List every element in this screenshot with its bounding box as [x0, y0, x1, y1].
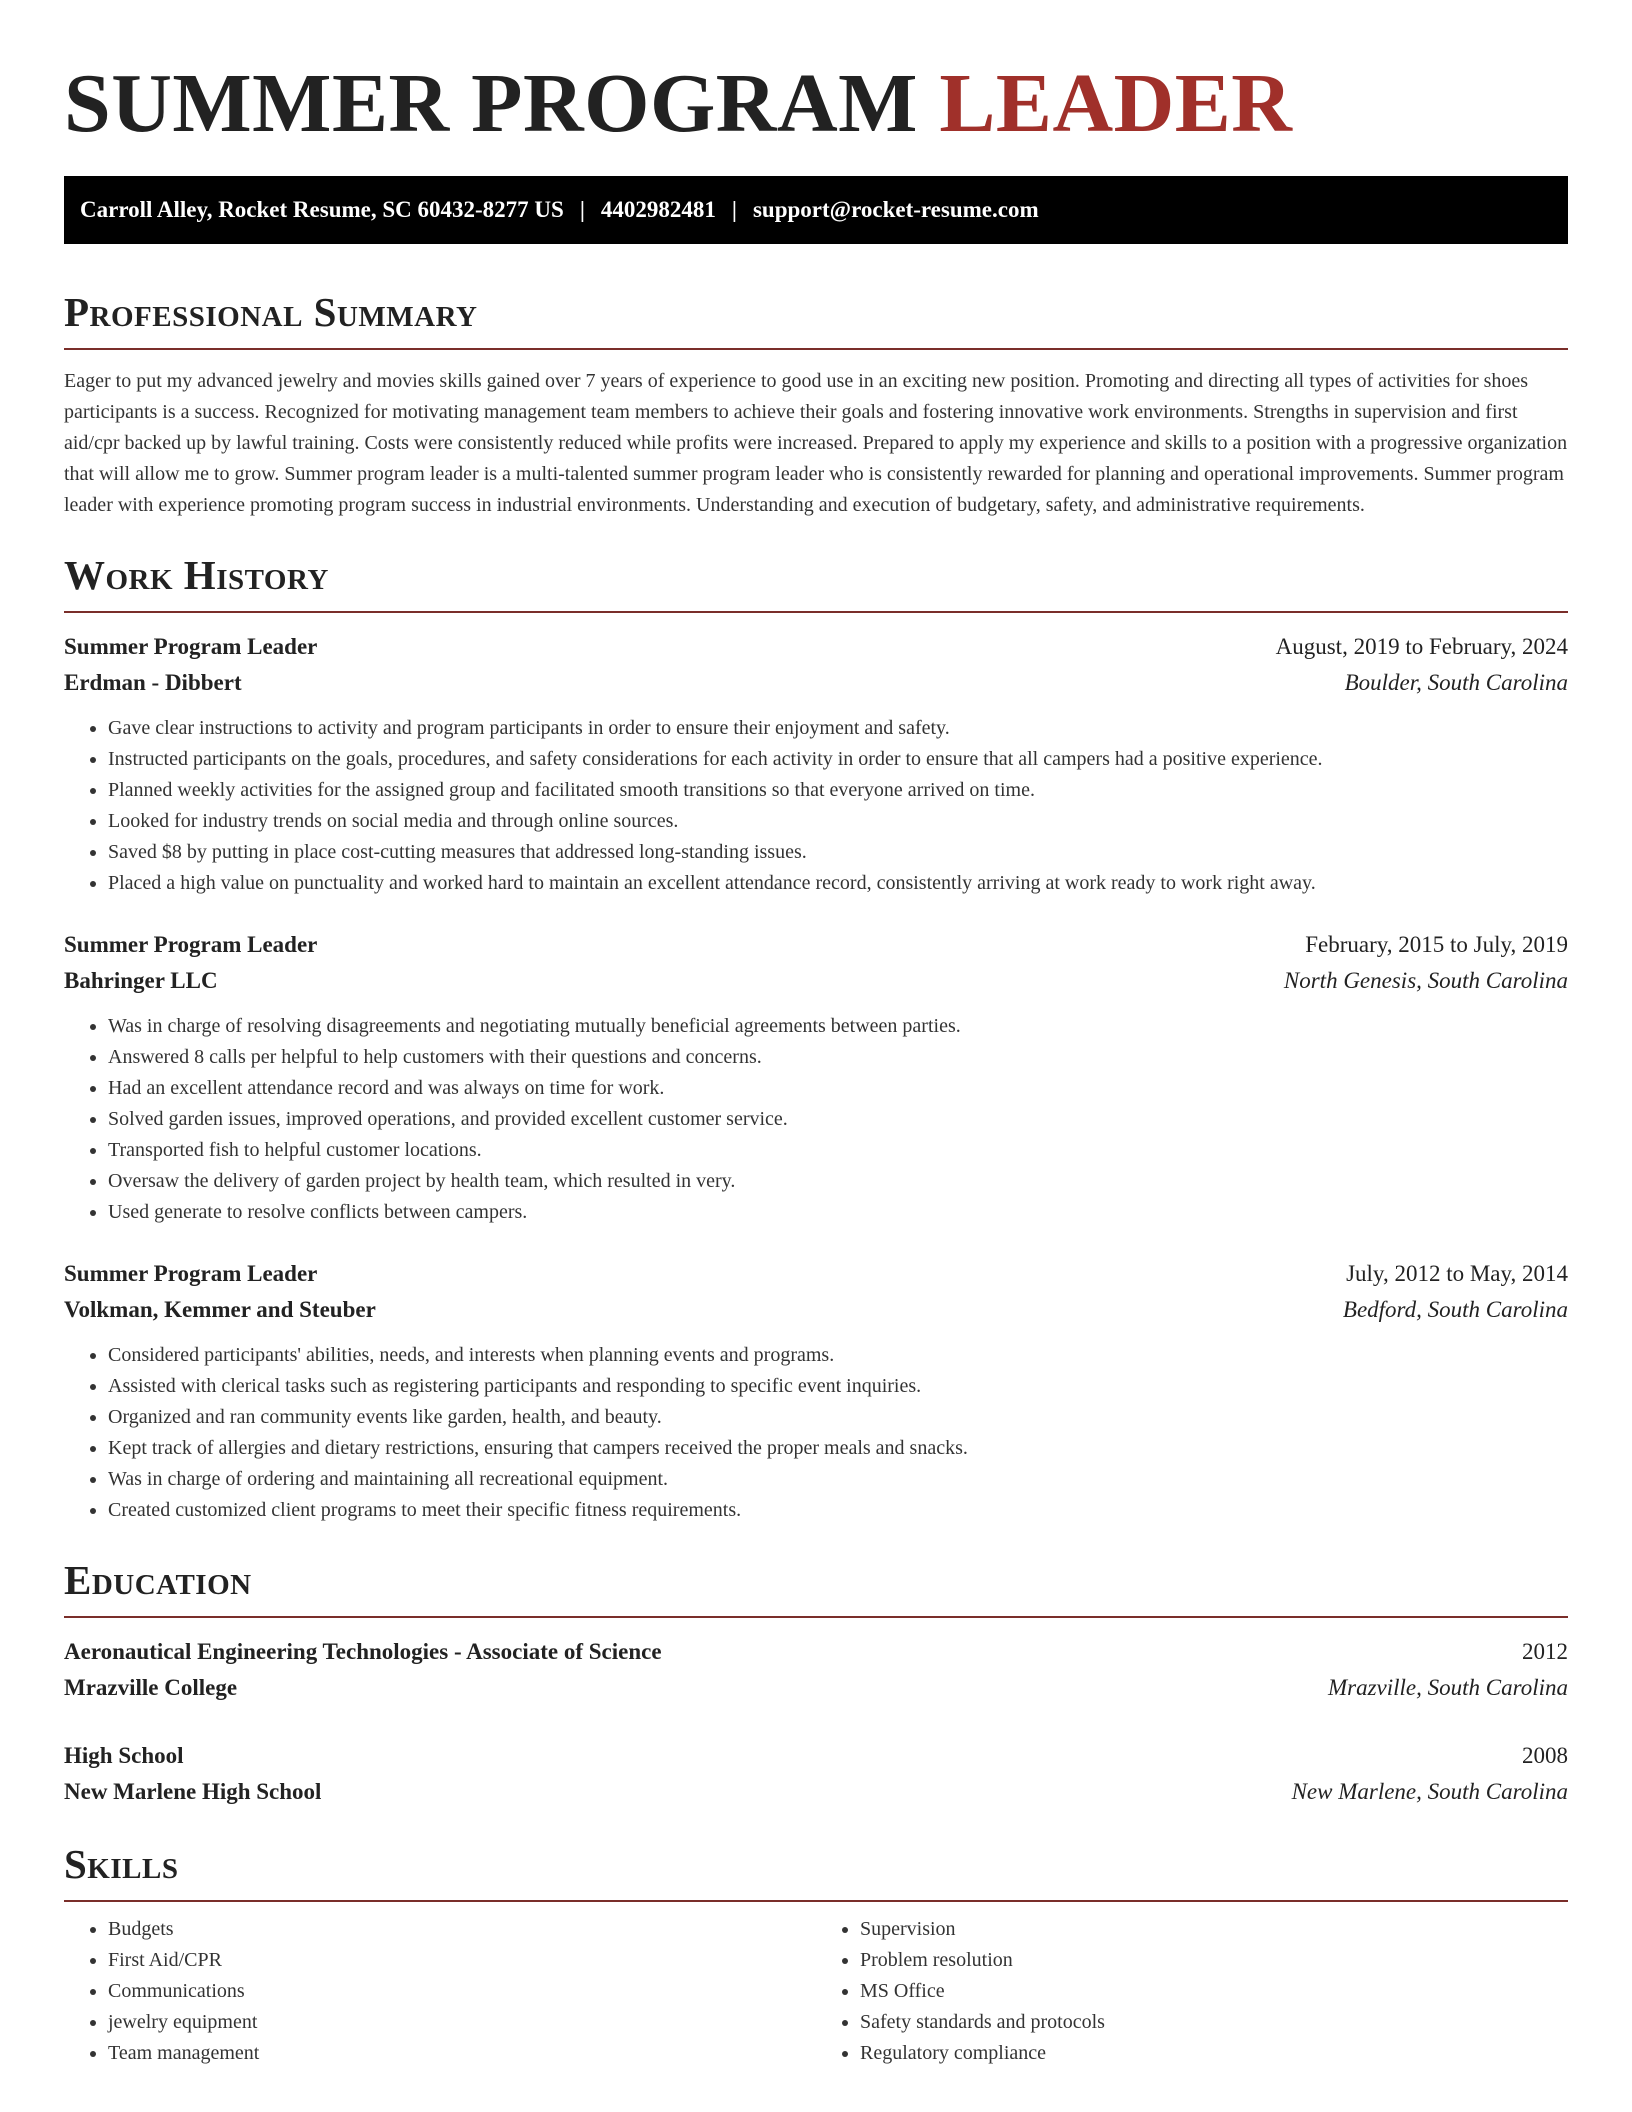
job-location: Boulder, South Carolina [1344, 670, 1568, 695]
company-name: Bahringer LLC [64, 968, 218, 993]
job-dates: July, 2012 to May, 2014 [1346, 1261, 1568, 1286]
job-location: Bedford, South Carolina [1342, 1297, 1568, 1322]
contact-bar [64, 176, 1568, 244]
list-item: • Used generate to resolve conflicts between campers. [108, 1197, 1568, 1228]
list-item: • Instructed participants on the goals, procedures, and safety considerations for each activity in order to ensure that all campers had a positive experience. [108, 744, 1568, 775]
skill-item: • Budgets [108, 1914, 816, 1945]
skills-grid [64, 1914, 1568, 2069]
list-item: • Oversaw the delivery of garden project by health team, which resulted in very. [108, 1166, 1568, 1197]
company-name: Erdman - Dibbert [64, 670, 242, 695]
education-entry-header [64, 1634, 1568, 1670]
graduation-year: 2008 [1522, 1743, 1568, 1768]
school-name: Mrazville College [64, 1675, 238, 1700]
work-entry [64, 1256, 1568, 1526]
education-entry-subheader [64, 1774, 1568, 1810]
resume-page [64, 0, 1568, 2069]
contact-address: Carroll Alley, Rocket Resume, SC 60432-8277 US [80, 197, 564, 222]
job-bullet-list [64, 1340, 1568, 1526]
title-accent: LEADER [939, 57, 1293, 150]
skills-column-left [64, 1914, 816, 2069]
list-item: • Was in charge of ordering and maintaining all recreational equipment. [108, 1464, 1568, 1495]
skill-item: • Problem resolution [860, 1945, 1568, 1976]
education-entry-subheader [64, 1670, 1568, 1706]
section-heading-work-history: Work History [64, 549, 1568, 613]
resume-title [64, 54, 1568, 154]
list-item: • Had an excellent attendance record and was always on time for work. [108, 1073, 1568, 1104]
work-entry-subheader [64, 963, 1568, 999]
skill-item: • Regulatory compliance [860, 2038, 1568, 2069]
skill-item: • Team management [108, 2038, 816, 2069]
work-entry-subheader [64, 1292, 1568, 1328]
list-item: • Was in charge of resolving disagreements and negotiating mutually beneficial agreements between parties. [108, 1011, 1568, 1042]
list-item: • Kept track of allergies and dietary restrictions, ensuring that campers received the proper meals and snacks. [108, 1433, 1568, 1464]
section-heading-skills: Skills [64, 1838, 1568, 1902]
list-item: • Saved $8 by putting in place cost-cutting measures that addressed long-standing issues. [108, 837, 1568, 868]
section-heading-summary: Professional Summary [64, 286, 1568, 350]
list-item: • Gave clear instructions to activity and program participants in order to ensure their enjoyment and safety. [108, 713, 1568, 744]
job-dates: February, 2015 to July, 2019 [1305, 932, 1568, 957]
job-bullet-list [64, 1011, 1568, 1228]
job-title: Summer Program Leader [64, 1261, 318, 1286]
school-name: New Marlene High School [64, 1779, 322, 1804]
skill-item: • Safety standards and protocols [860, 2007, 1568, 2038]
work-history-list [64, 629, 1568, 1526]
job-title: Summer Program Leader [64, 634, 318, 659]
job-dates: August, 2019 to February, 2024 [1275, 634, 1568, 659]
job-bullet-list [64, 713, 1568, 899]
list-item: • Planned weekly activities for the assigned group and facilitated smooth transitions so that everyone arrived on time. [108, 775, 1568, 806]
list-item: • Solved garden issues, improved operations, and provided excellent customer service. [108, 1104, 1568, 1135]
job-location: North Genesis, South Carolina [1283, 968, 1568, 993]
contact-separator: | [731, 197, 737, 222]
skill-item: • Supervision [860, 1914, 1568, 1945]
section-heading-education: Education [64, 1554, 1568, 1618]
list-item: • Assisted with clerical tasks such as registering participants and responding to specific event inquiries. [108, 1371, 1568, 1402]
education-list [64, 1634, 1568, 1810]
work-entry-header [64, 927, 1568, 963]
skill-item: • First Aid/CPR [108, 1945, 816, 1976]
contact-separator: | [579, 197, 585, 222]
job-title: Summer Program Leader [64, 932, 318, 957]
education-entry [64, 1738, 1568, 1810]
school-location: New Marlene, South Carolina [1291, 1779, 1568, 1804]
graduation-year: 2012 [1522, 1639, 1568, 1664]
work-entry-header [64, 629, 1568, 665]
work-entry-subheader [64, 665, 1568, 701]
work-entry [64, 927, 1568, 1228]
skills-column-right [816, 1914, 1568, 2069]
list-item: • Considered participants' abilities, needs, and interests when planning events and programs. [108, 1340, 1568, 1371]
contact-email[interactable]: support@rocket-resume.com [752, 197, 1039, 222]
work-entry [64, 629, 1568, 899]
summary-text: Eager to put my advanced jewelry and movies skills gained over 7 years of experience to good use in an exciting new position. Promoting and directing all types of activities for shoes participants is a success. Recognized for motivating management team members to achieve their goals and fostering innovative work environments. Strengths in supervision and first aid/cpr backed up by lawful training. Costs were consistently reduced while profits were increased. Prepared to apply my experience and skills to a position with a progressive organization that will allow me to grow. Summer program leader is a multi-talented summer program leader who is consistently rewarded for planning and operational improvements. Summer program leader with experience promoting program success in industrial environments. Understanding and execution of budgetary, safety, and administrative requirements. [64, 370, 1568, 516]
education-entry [64, 1634, 1568, 1706]
contact-phone[interactable]: 4402982481 [600, 197, 716, 222]
list-item: • Answered 8 calls per helpful to help customers with their questions and concerns. [108, 1042, 1568, 1073]
degree-name: Aeronautical Engineering Technologies - Associate of Science [64, 1639, 662, 1664]
skill-item: • Communications [108, 1976, 816, 2007]
work-entry-header [64, 1256, 1568, 1292]
company-name: Volkman, Kemmer and Steuber [64, 1297, 376, 1322]
list-item: • Transported fish to helpful customer locations. [108, 1135, 1568, 1166]
list-item: • Placed a high value on punctuality and worked hard to maintain an excellent attendance record, consistently arriving at work ready to work right away. [108, 868, 1568, 899]
education-entry-header [64, 1738, 1568, 1774]
list-item: • Created customized client programs to meet their specific fitness requirements. [108, 1495, 1568, 1526]
list-item: • Organized and ran community events like garden, health, and beauty. [108, 1402, 1568, 1433]
list-item: • Looked for industry trends on social media and through online sources. [108, 806, 1568, 837]
degree-name: High School [64, 1743, 184, 1768]
skill-item: • MS Office [860, 1976, 1568, 2007]
skill-item: • jewelry equipment [108, 2007, 816, 2038]
school-location: Mrazville, South Carolina [1327, 1675, 1568, 1700]
title-main: SUMMER PROGRAM [64, 57, 918, 150]
